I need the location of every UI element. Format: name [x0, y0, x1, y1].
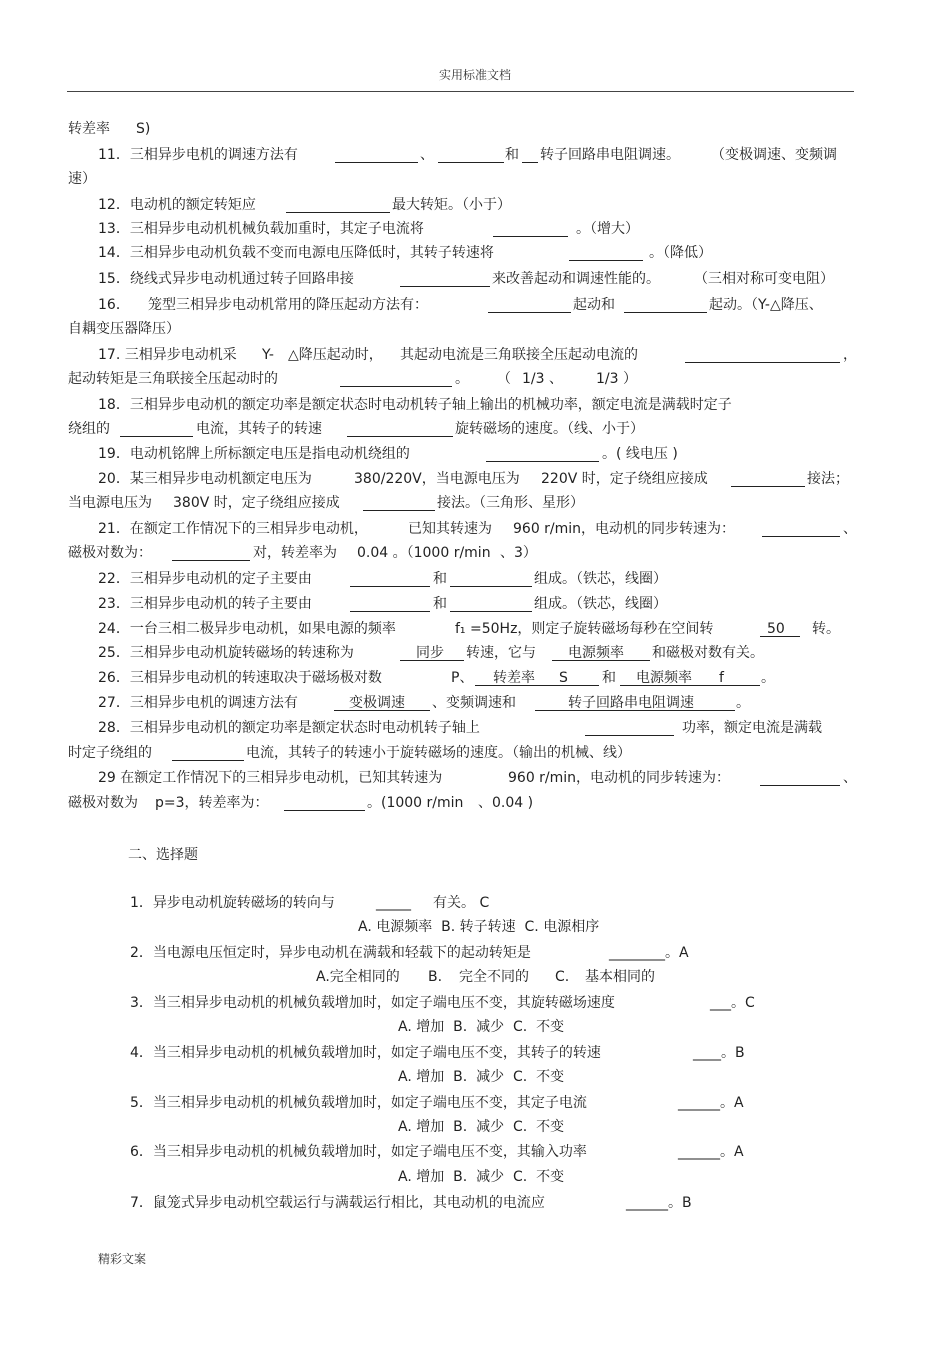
text-segment: 26．三相异步电动机的转速取决于磁场极对数	[98, 670, 382, 686]
text-line	[0, 667, 950, 689]
text-line	[0, 992, 950, 1014]
text-segment: 27．三相异步电机的调速方法有	[98, 695, 298, 711]
text-segment: 电流，其转子的转速	[196, 421, 322, 437]
text-segment: 电源频率	[636, 670, 692, 686]
answer-blank	[350, 611, 430, 612]
answer-blank	[286, 212, 390, 213]
text-line	[0, 717, 950, 739]
text-line	[0, 394, 950, 416]
text-line	[0, 468, 950, 490]
answer-blank	[350, 586, 430, 587]
text-segment: （变极调速、变频调	[711, 147, 837, 163]
text-segment: 组成。（铁芯，线圈）	[534, 571, 667, 587]
text-segment: 接法；	[807, 471, 849, 487]
text-segment: 起动和	[573, 297, 615, 313]
text-segment: P、	[451, 670, 474, 686]
text-segment: 3．当三相异步电动机的机械负载增加时，如定子端电压不变，其旋转磁场速度	[130, 995, 615, 1011]
text-segment: 。( 线电压 )	[602, 446, 678, 462]
text-segment: 起动转矩是三角联接全压起动时的	[68, 371, 278, 387]
text-segment: 和	[433, 596, 447, 612]
text-segment: 、0.04 )	[478, 795, 534, 811]
text-line	[0, 692, 950, 714]
text-segment: 和	[505, 147, 519, 163]
text-segment: C.	[555, 969, 570, 985]
text-line	[0, 294, 950, 316]
text-line	[0, 1042, 950, 1064]
answer-blank	[522, 162, 538, 163]
answer-blank	[685, 362, 840, 363]
text-segment: 和磁极对数有关。	[652, 645, 764, 661]
text-segment: 、	[420, 147, 434, 163]
text-segment: 转子回路串电阻调速。	[540, 147, 680, 163]
text-line	[0, 518, 950, 540]
answer-blank	[569, 260, 643, 261]
section-title-text: 二、选择题	[128, 847, 198, 863]
text-line	[0, 593, 950, 615]
text-segment: 13．三相异步电动机机械负载加重时，其定子电流将	[98, 221, 424, 237]
text-line	[0, 443, 950, 465]
text-segment: ___。C	[710, 995, 755, 1011]
text-segment: 5．当三相异步电动机的机械负载增加时，如定子端电压不变，其定子电流	[130, 1095, 587, 1111]
text-segment: 绕组的	[68, 421, 110, 437]
answer-blank	[450, 586, 532, 587]
text-line	[0, 1066, 950, 1088]
text-line	[0, 792, 950, 814]
answer-blank	[760, 636, 800, 637]
page-header-title: 实用标准文档	[438, 68, 511, 82]
text-line	[0, 168, 950, 190]
text-segment: 自耦变压器降压）	[68, 321, 180, 337]
text-segment: 29 在额定工作情况下的三相异步电动机，已知其转速为	[98, 770, 443, 786]
text-line	[0, 942, 950, 964]
text-segment: 。（降低）	[649, 245, 712, 261]
text-line	[0, 218, 950, 240]
text-line	[0, 492, 950, 514]
text-line	[0, 194, 950, 216]
answer-blank	[488, 312, 571, 313]
text-segment: A. 增加 B. 减少 C. 不变	[398, 1019, 565, 1035]
text-segment: ______。A	[678, 1144, 744, 1160]
text-segment: 基本相同的	[585, 969, 655, 985]
answer-blank	[762, 536, 840, 537]
answer-blank	[340, 386, 452, 387]
text-segment: 起动。（Y-△降压、	[709, 297, 823, 313]
text-segment: 速）	[68, 171, 96, 187]
text-segment: _____	[376, 895, 411, 911]
text-segment: 14．三相异步电动机负载不变而电源电压降低时，其转子转速将	[98, 245, 494, 261]
answer-blank	[334, 710, 430, 711]
text-segment: 24．一台三相二极异步电动机，如果电源的频率	[98, 621, 396, 637]
text-segment: 28．三相异步电动机的额定功率是额定状态时电动机转子轴上	[98, 720, 480, 736]
text-line	[0, 344, 950, 366]
answer-blank	[620, 685, 760, 686]
text-segment: 旋转磁场的速度。（线、小于）	[455, 421, 644, 437]
text-segment: 转差率	[493, 670, 535, 686]
text-segment: 磁极对数为：	[68, 545, 152, 561]
text-segment: 。(1000 r/min	[367, 795, 464, 811]
answer-blank	[624, 312, 707, 313]
text-segment: 功率，额定电流是满载	[682, 720, 822, 736]
text-segment: 1/3 、	[522, 371, 563, 387]
text-line	[0, 742, 950, 764]
text-segment: 已知其转速为	[408, 521, 492, 537]
text-segment: 17. 三相异步电动机采	[98, 347, 237, 363]
text-segment: 其起动电流是三角联接全压起动电流的	[400, 347, 638, 363]
text-line	[0, 1166, 950, 1188]
text-segment: ，	[843, 347, 857, 363]
text-segment: Y-	[262, 347, 274, 363]
text-segment: 16．	[98, 297, 130, 313]
text-segment: A. 增加 B. 减少 C. 不变	[398, 1169, 565, 1185]
text-segment: 接法。（三角形、星形）	[437, 495, 584, 511]
text-segment: A.完全相同的	[316, 969, 400, 985]
answer-blank	[172, 560, 250, 561]
text-line	[0, 1016, 950, 1038]
text-line	[0, 542, 950, 564]
text-segment: 有关。 C	[433, 895, 490, 911]
text-segment: 21．在额定工作情况下的三相异步电动机，	[98, 521, 368, 537]
text-segment: 18．三相异步电动机的额定功率是额定状态时电动机转子轴上输出的机械功率，额定电流是满载时定子	[98, 397, 732, 413]
answer-blank	[552, 660, 650, 661]
answer-blank	[760, 785, 840, 786]
text-segment: 1/3 ）	[596, 371, 637, 387]
text-segment: A. 增加 B. 减少 C. 不变	[398, 1119, 565, 1135]
text-line	[0, 242, 950, 264]
text-segment: 15．绕线式异步电动机通过转子回路串接	[98, 271, 354, 287]
text-segment: 时定子绕组的	[68, 745, 152, 761]
text-segment: 转速，它与	[466, 645, 536, 661]
text-line	[0, 1192, 950, 1214]
answer-blank	[400, 286, 490, 287]
text-segment: 来改善起动和调速性能的。	[492, 271, 660, 287]
text-segment: 0.04 。（1000 r/min	[357, 545, 491, 561]
text-segment: S	[559, 670, 568, 686]
text-line	[0, 144, 950, 166]
text-line	[0, 966, 950, 988]
answer-blank	[486, 461, 599, 462]
text-line	[0, 1092, 950, 1114]
text-segment: 和	[602, 670, 616, 686]
text-segment: 。	[761, 670, 775, 686]
text-segment: B.	[428, 969, 443, 985]
text-segment: 转。	[812, 621, 840, 637]
answer-blank	[535, 710, 735, 711]
text-segment: 380V 时，定子绕组应接成	[173, 495, 340, 511]
text-segment: 960 r/min，电动机的同步转速为：	[513, 521, 736, 537]
text-segment: 7．鼠笼式异步电动机空载运行与满载运行相比，其电动机的电流应	[130, 1195, 545, 1211]
text-segment: 电源频率	[568, 645, 624, 661]
answer-blank	[172, 760, 244, 761]
answer-blank	[438, 162, 504, 163]
answer-blank	[335, 162, 418, 163]
text-segment: f₁ =50Hz，则定子旋转磁场每秒在空间转	[455, 621, 714, 637]
text-segment: 11．三相异步电机的调速方法有	[98, 147, 298, 163]
text-segment: 转子回路串电阻调速	[568, 695, 694, 711]
answer-blank	[493, 236, 568, 237]
text-segment: 、变频调速和	[432, 695, 516, 711]
text-line	[0, 642, 950, 664]
header-divider	[67, 91, 854, 92]
text-segment: ______。A	[678, 1095, 744, 1111]
text-segment: A. 电源频率 B. 转子转速 C. 电源相序	[358, 919, 600, 935]
text-line	[0, 268, 950, 290]
text-line	[0, 368, 950, 390]
text-segment: 220V 时，定子绕组应接成	[541, 471, 708, 487]
answer-blank	[450, 611, 532, 612]
text-segment: 23．三相异步电动机的转子主要由	[98, 596, 312, 612]
text-segment: 20．某三相异步电动机额定电压为	[98, 471, 312, 487]
text-segment: 、3）	[500, 545, 537, 561]
text-segment: 。（增大）	[576, 221, 639, 237]
text-line	[0, 618, 950, 640]
text-segment: 变极调速	[349, 695, 405, 711]
answer-blank	[347, 436, 453, 437]
section-title	[0, 844, 950, 866]
text-line	[0, 1141, 950, 1163]
text-segment: （	[497, 371, 511, 387]
text-segment: 当电源电压为	[68, 495, 152, 511]
text-segment: △降压起动时，	[288, 347, 383, 363]
text-segment: 同步	[416, 645, 444, 661]
text-segment: 完全不同的	[459, 969, 529, 985]
text-segment: 笼型三相异步电动机常用的降压起动方法有：	[148, 297, 428, 313]
page-footer: 精彩文案	[98, 1252, 147, 1266]
text-segment: 和	[433, 571, 447, 587]
text-segment: 1．异步电动机旋转磁场的转向与	[130, 895, 335, 911]
text-line	[0, 568, 950, 590]
text-segment: 50	[767, 621, 785, 637]
text-line	[0, 418, 950, 440]
text-line	[0, 1116, 950, 1138]
answer-blank	[363, 510, 435, 511]
text-segment: p=3，转差率为：	[155, 795, 269, 811]
text-segment: 6．当三相异步电动机的机械负载增加时，如定子端电压不变，其输入功率	[130, 1144, 587, 1160]
answer-blank	[585, 735, 674, 736]
text-segment: ________。A	[609, 945, 689, 961]
text-segment: 组成。（铁芯，线圈）	[534, 596, 667, 612]
text-segment: （三相对称可变电阻）	[694, 271, 834, 287]
text-segment: 最大转矩。（小于）	[392, 197, 511, 213]
text-segment: 磁极对数为	[68, 795, 138, 811]
text-segment: 25．三相异步电动机旋转磁场的转速称为	[98, 645, 354, 661]
text-line	[0, 892, 950, 914]
text-segment: 转差率	[68, 121, 110, 137]
answer-blank	[475, 685, 599, 686]
text-segment: S)	[136, 121, 151, 137]
text-segment: A. 增加 B. 减少 C. 不变	[398, 1069, 565, 1085]
answer-blank	[284, 810, 365, 811]
answer-blank	[400, 660, 464, 661]
text-line	[0, 118, 950, 140]
text-segment: 960 r/min，电动机的同步转速为：	[508, 770, 731, 786]
text-line	[0, 767, 950, 789]
text-segment: 19．电动机铭牌上所标额定电压是指电动机绕组的	[98, 446, 410, 462]
text-line	[0, 916, 950, 938]
text-segment: f	[719, 670, 724, 686]
text-segment: 对，转差率为	[253, 545, 337, 561]
text-segment: 、	[843, 521, 857, 537]
text-segment: 、	[843, 770, 857, 786]
text-segment: 22．三相异步电动机的定子主要由	[98, 571, 312, 587]
text-segment: 380/220V，当电源电压为	[354, 471, 520, 487]
text-segment: 电流，其转子的转速小于旋转磁场的速度。（输出的机械、线）	[246, 745, 631, 761]
text-segment: 2．当电源电压恒定时，异步电动机在满载和轻载下的起动转矩是	[130, 945, 531, 961]
text-segment: ____。B	[693, 1045, 745, 1061]
text-line	[0, 318, 950, 340]
answer-blank	[731, 486, 805, 487]
answer-blank	[120, 436, 193, 437]
text-segment: 。	[736, 695, 750, 711]
text-segment: 4．当三相异步电动机的机械负载增加时，如定子端电压不变，其转子的转速	[130, 1045, 601, 1061]
text-segment: 。	[455, 371, 469, 387]
text-segment: 12．电动机的额定转矩应	[98, 197, 256, 213]
text-segment: ______。B	[626, 1195, 692, 1211]
